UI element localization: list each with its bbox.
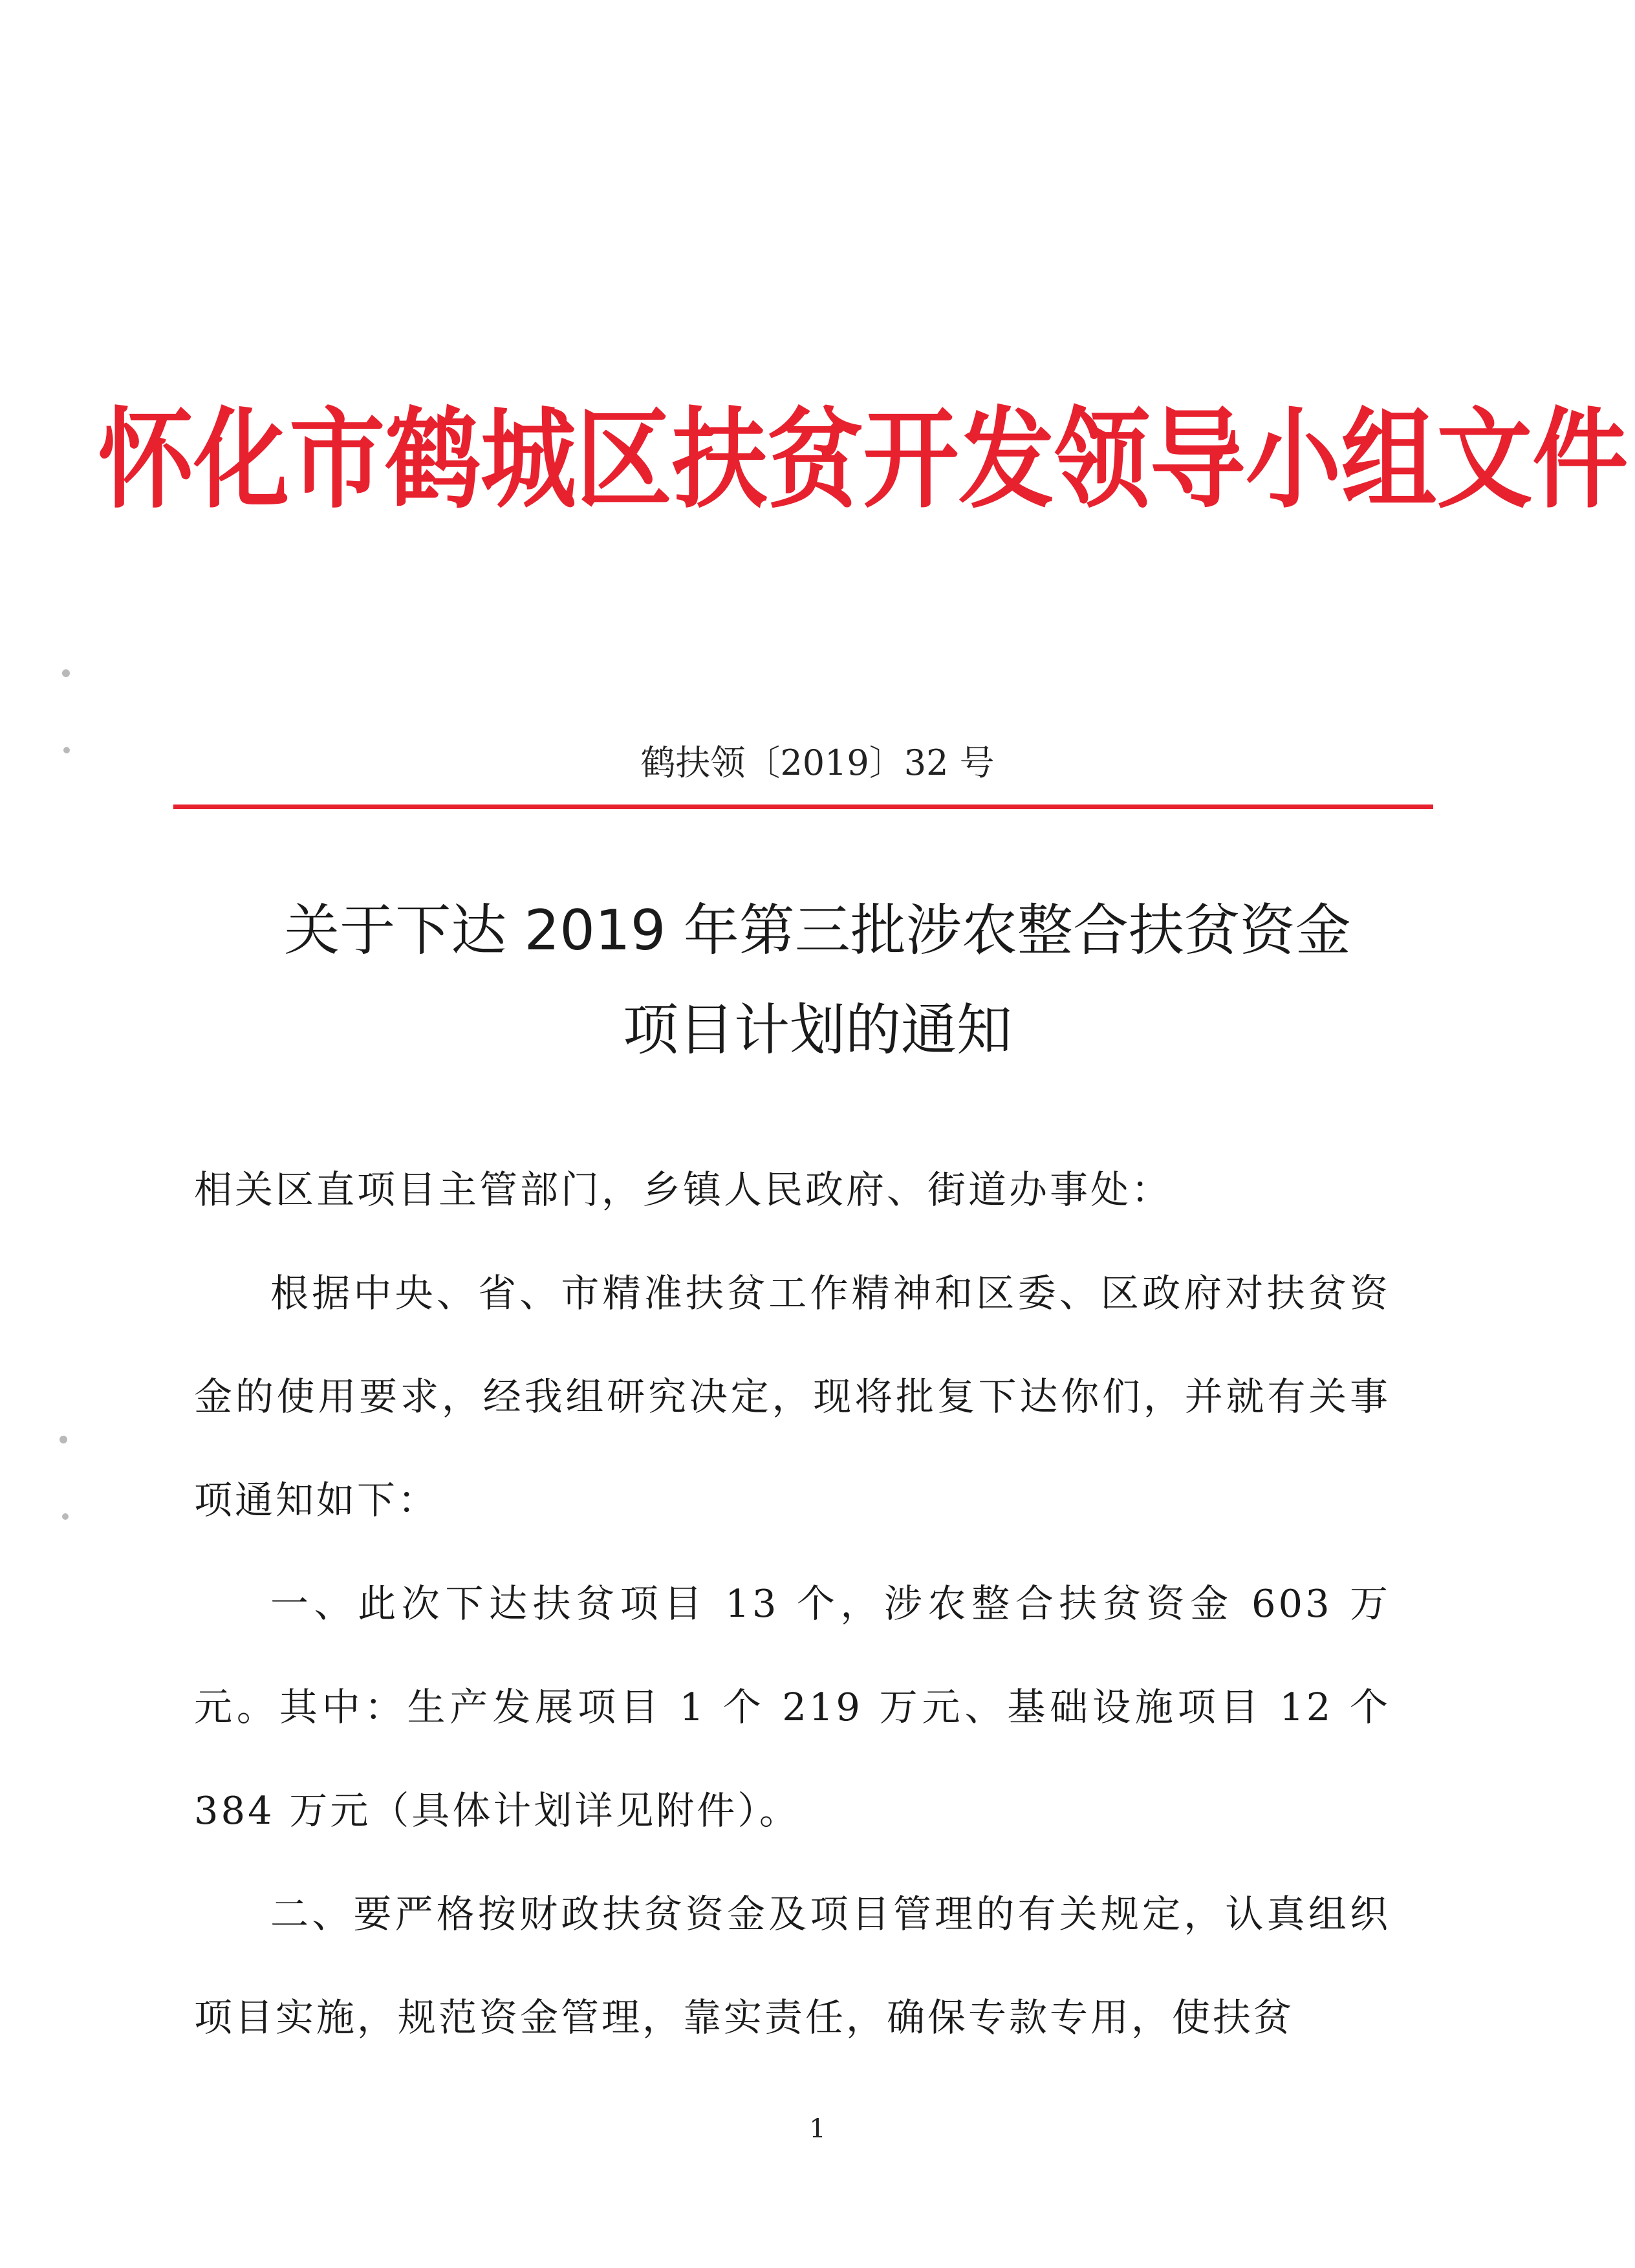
paragraph-intro: 根据中央、省、市精准扶贫工作精神和区委、区政府对扶贫资金的使用要求，经我组研究决定，现将批复下达你们，并就有关事项通知如下： (194, 1271, 1391, 1522)
salutation: 相关区直项目主管部门，乡镇人民政府、街道办事处： (194, 1167, 1173, 1212)
document-number: 鹤扶领〔2019〕32 号 (640, 742, 995, 783)
issuer-header: 怀化市鹤城区扶贫开发领导小组文件 (98, 395, 1629, 523)
notice-title-line-2: 项目计划的通知 (623, 998, 1012, 1063)
paragraph-item-1: 一、此次下达扶贫项目 13 个，涉农整合扶贫资金 603 万元。其中：生产发展项目 1 个 219 万元、基础设施项目 12 个 384 万元（具体计划详见附件）。 (194, 1581, 1391, 1833)
notice-title-line-1: 关于下达 2019 年第三批涉农整合扶贫资金 (284, 898, 1351, 963)
paragraph-item-2: 二、要严格按财政扶贫资金及项目管理的有关规定，认真组织项目实施，规范资金管理，靠实责任，确保专款专用，使扶贫 (194, 1892, 1391, 2040)
notice-title (0, 881, 1635, 1080)
scan-speck (62, 669, 70, 677)
scan-speck (60, 1436, 67, 1443)
red-divider-line (173, 805, 1433, 809)
scan-speck (62, 1513, 69, 1520)
page-number: 1 (809, 2114, 826, 2144)
body-text (194, 1242, 1391, 2069)
